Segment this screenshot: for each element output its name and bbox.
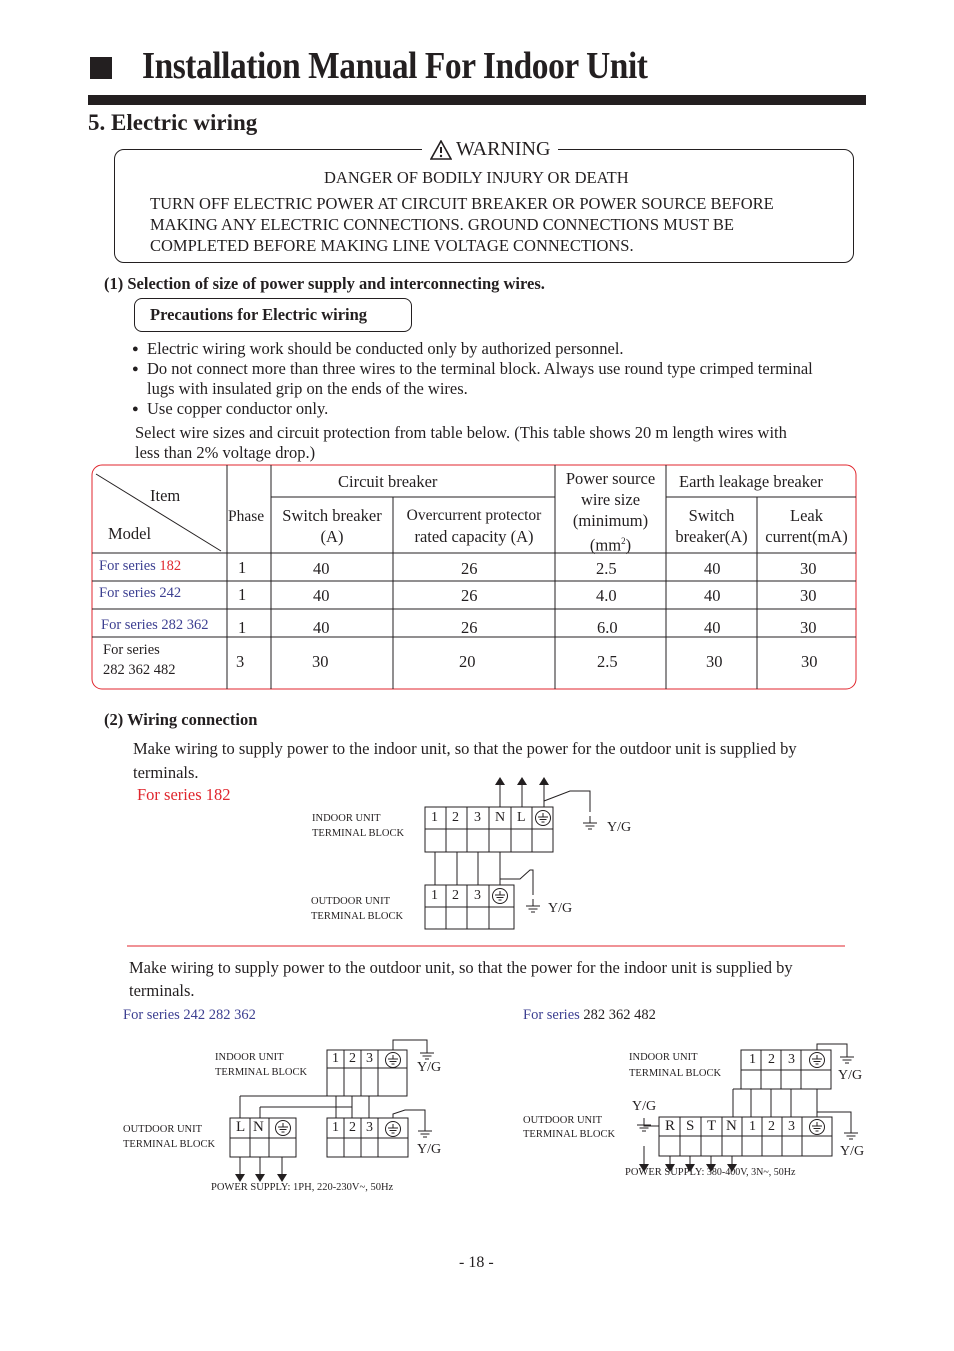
para-line: terminals. [133,763,199,782]
yg-label: Y/G [632,1099,657,1114]
yg-label: Y/G [607,820,632,835]
series-282-label: For series 282 362 482 [523,1007,656,1023]
outdoor-label-182: OUTDOOR UNIT TERMINAL BLOCK [311,896,404,922]
terminal-2: 2 [768,1052,775,1067]
terminal-l: L [236,1119,246,1135]
terminal-1: 1 [749,1052,756,1067]
row-model: For series 182 [99,558,182,574]
terminal-2: 2 [452,810,459,825]
terminal-n: N [726,1118,737,1134]
para-line: Make wiring to supply power to the indoor unit, so that the power for the outdoor unit is supplied by [133,739,797,758]
row-wire-size: 2.5 [596,559,617,578]
power-supply-3ph: POWER SUPPLY: 380-400V, 3N~, 50Hz [625,1167,796,1178]
page-title: Installation Manual For Indoor Unit [142,45,648,87]
th-phase: Phase [228,508,265,525]
row-leak: 30 [800,586,817,605]
terminal-2: 2 [452,888,459,903]
note-line: less than 2% voltage drop.) [135,443,316,462]
terminal-2: 2 [349,1051,356,1066]
row-phase: 1 [238,618,247,637]
series-242-label: For series 242 282 362 [123,1007,256,1023]
th-model: Model [108,524,152,543]
terminal-3: 3 [474,888,481,903]
row-leak: 30 [800,618,817,637]
row-model: For series 242 [99,585,182,601]
row-phase: 1 [238,558,247,577]
row-wire-size: 6.0 [597,618,618,637]
terminal-3: 3 [788,1119,795,1134]
th-minimum: (minimum) [572,511,649,530]
th-earth-leakage: Earth leakage breaker [679,472,823,491]
terminal-3: 3 [474,810,481,825]
row-overcurrent: 26 [461,618,478,637]
section-title: 5. Electric wiring [88,110,258,135]
series-182-label: For series 182 [137,785,231,804]
terminal-3: 3 [788,1052,795,1067]
warning-line: COMPLETED BEFORE MAKING LINE VOLTAGE CONNECTIONS. [150,236,634,255]
outdoor-label-242: OUTDOOR UNIT TERMINAL BLOCK [123,1124,216,1150]
terminal-3: 3 [366,1051,373,1066]
terminal-1: 1 [431,888,438,903]
terminal-3: 3 [366,1120,373,1135]
yg-label: Y/G [840,1144,865,1159]
terminal-1: 1 [431,810,438,825]
list-item: ● Electric wiring work should be conducted only by authorized personnel. [132,339,624,358]
row-switch: 30 [706,652,723,671]
th-switch-breaker-label: Switch breaker [282,506,382,525]
indoor-label-242: INDOOR UNIT TERMINAL BLOCK [215,1052,308,1078]
list-item: lugs with insulated grip on the ends of the wires. [147,379,468,398]
outdoor-label-282: OUTDOOR UNIT TERMINAL BLOCK [523,1115,616,1140]
row-switch: 40 [704,586,721,605]
row-switch-breaker: 40 [313,618,330,637]
list-item: ● Do not connect more than three wires to the terminal block. Always use round type crimped terminal [132,359,813,378]
warning-text: WARNING [456,138,551,160]
terminal-2: 2 [349,1120,356,1135]
row-overcurrent: 26 [461,559,478,578]
row-overcurrent: 26 [461,586,478,605]
terminal-n: N [495,810,506,825]
th-power-source-label: Power source [565,469,656,488]
th-switch-breaker-unit: (A) [320,527,344,546]
yg-label: Y/G [838,1068,863,1083]
page-number: - 18 - [459,1254,494,1271]
terminal-1: 1 [332,1120,339,1135]
row-leak: 30 [800,559,817,578]
terminal-n: N [253,1119,264,1135]
list-item: ● Use copper conductor only. [132,399,329,418]
row-switch: 40 [704,559,721,578]
row-switch-breaker: 30 [312,652,329,671]
th-breaker-a: breaker(A) [675,527,748,546]
row-model: For series 282 362 482 [103,642,176,678]
row-overcurrent: 20 [459,652,476,671]
power-supply-1ph: POWER SUPPLY: 1PH, 220-230V~, 50Hz [211,1182,394,1193]
row-phase: 3 [236,652,245,671]
indoor-label-282: INDOOR UNIT TERMINAL BLOCK [629,1052,722,1079]
terminal-l: L [517,810,526,825]
terminal-2: 2 [768,1119,775,1134]
th-item: Item [150,486,181,505]
th-wire-size: wire size [580,490,641,509]
th-circuit-breaker: Circuit breaker [338,472,438,491]
warning-line: TURN OFF ELECTRIC POWER AT CIRCUIT BREAKER OR POWER SOURCE BEFORE [150,194,774,213]
row-phase: 1 [238,585,247,604]
warning-line: MAKING ANY ELECTRIC CONNECTIONS. GROUND CONNECTIONS MUST BE [150,215,734,234]
th-current-ma: current(mA) [765,527,848,546]
row-wire-size: 4.0 [596,586,617,605]
th-overcurrent-unit: rated capacity (A) [414,527,534,546]
th-mm2: $(mm^2)$ [589,535,632,555]
yg-label: Y/G [417,1142,442,1157]
th-leak-label: Leak [790,506,823,525]
sub1-title: (1) Selection of size of power supply and interconnecting wires. [104,274,545,293]
row-model: For series 282 362 [101,617,209,633]
row-leak: 30 [801,652,818,671]
note-line: Select wire sizes and circuit protection from table below. (This table shows 20 m length wires with [135,423,787,442]
sub2-title: (2) Wiring connection [104,710,258,729]
terminal-1: 1 [332,1051,339,1066]
row-switch: 40 [704,618,721,637]
terminal-1: 1 [749,1119,756,1134]
para-line: terminals. [129,981,195,1000]
row-switch-breaker: 40 [313,559,330,578]
indoor-label-182: INDOOR UNIT TERMINAL BLOCK [312,813,405,839]
row-wire-size: 2.5 [597,652,618,671]
yg-label: Y/G [417,1060,442,1075]
para-line: Make wiring to supply power to the outdoor unit, so that the power for the indoor unit is supplied by [129,958,793,977]
terminal-t: T [707,1118,717,1134]
precautions-label: Precautions for Electric wiring [150,305,368,324]
row-switch-breaker: 40 [313,586,330,605]
warning-subtitle: DANGER OF BODILY INJURY OR DEATH [324,168,629,187]
terminal-s: S [686,1118,695,1134]
th-overcurrent-label: Overcurrent protector [406,507,542,524]
terminal-r: R [665,1118,676,1134]
th-switch-label: Switch [688,506,735,525]
para2 [129,956,793,1002]
yg-label: Y/G [548,901,573,916]
